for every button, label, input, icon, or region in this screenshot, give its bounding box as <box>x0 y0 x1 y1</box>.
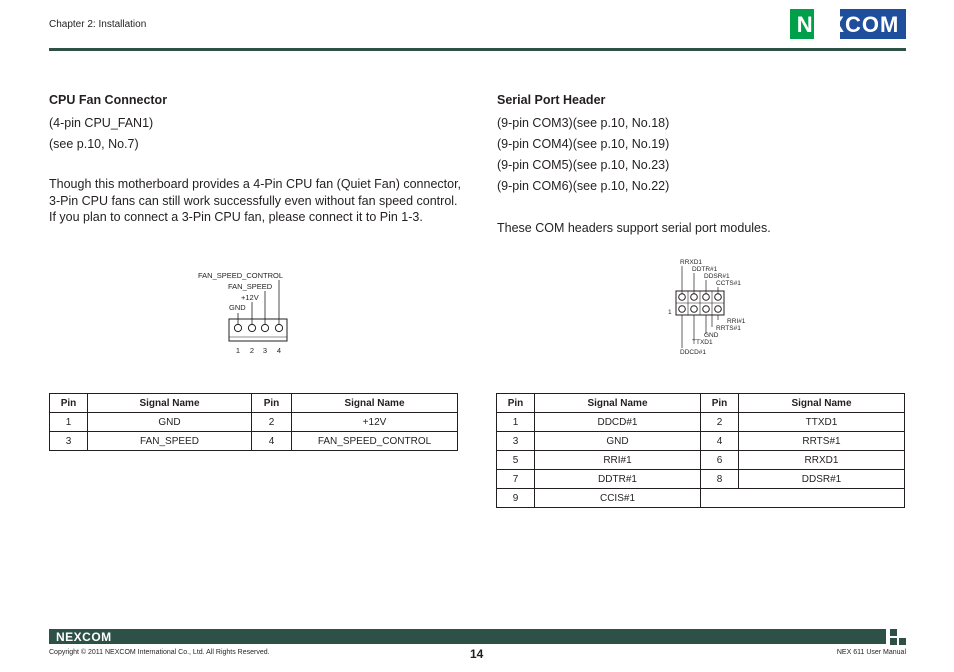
fan-pin <box>275 324 282 331</box>
cell <box>701 489 905 508</box>
fan-pin-number: 1 <box>235 346 241 355</box>
label-rrts1: RRTS#1 <box>716 325 741 332</box>
page-number: 14 <box>470 647 484 661</box>
label-rrxd1: RRXD1 <box>680 259 703 266</box>
cell: FAN_SPEED_CONTROL <box>292 432 458 451</box>
copyright-text: Copyright © 2011 NEXCOM International Co., Ltd. All Rights Reserved. <box>49 649 270 656</box>
label-ccts1: CCTS#1 <box>716 280 741 287</box>
cell: 4 <box>701 432 739 451</box>
serial-pin <box>703 306 710 313</box>
cell: RRTS#1 <box>739 432 905 451</box>
header-signal-name: Signal Name <box>292 394 458 413</box>
cell: DDTR#1 <box>535 470 701 489</box>
label-rri1: RRI#1 <box>727 318 746 325</box>
table-row <box>497 413 905 432</box>
cpu-fan-section <box>49 92 469 226</box>
serial-port-title: Serial Port Header <box>497 93 606 107</box>
cell: RRI#1 <box>535 451 701 470</box>
serial-pin <box>703 294 710 301</box>
cpu-fan-paragraph: Though this motherboard provides a 4-Pin CPU fan (Quiet Fan) connector, 3-Pin CPU fans can still work successfully even without fan speed control. If you plan to connect a 3-Pin CPU fan, please connect it to Pin 1-3. <box>49 177 462 224</box>
nexcom-logo-text: NEXCOM <box>796 12 900 37</box>
label-ttxd1: TTXD1 <box>692 339 713 346</box>
table-row <box>497 432 905 451</box>
serial-pin <box>715 294 722 301</box>
label-ddtr1: DDTR#1 <box>692 266 718 273</box>
cell: DDSR#1 <box>739 470 905 489</box>
cell: DDCD#1 <box>535 413 701 432</box>
chapter-title: Chapter 2: Installation <box>49 19 147 30</box>
cpu-fan-line: (see p.10, No.7) <box>49 137 139 151</box>
label-gnd: GND <box>704 332 719 339</box>
serial-pin-one: 1 <box>668 309 672 316</box>
header-signal-name: Signal Name <box>739 394 905 413</box>
header-pin: Pin <box>701 394 739 413</box>
label-fan-speed-control: FAN_SPEED_CONTROL <box>198 271 284 280</box>
label-ddsr1: DDSR#1 <box>704 273 730 280</box>
manual-title: NEX 611 User Manual <box>836 649 906 656</box>
cell: 1 <box>50 413 88 432</box>
serial-pin <box>691 306 698 313</box>
cell: 8 <box>701 470 739 489</box>
table-header-row <box>50 394 458 413</box>
serial-pin <box>679 294 686 301</box>
table-row <box>497 451 905 470</box>
serial-pin <box>715 306 722 313</box>
cell: GND <box>88 413 252 432</box>
cell: 2 <box>252 413 292 432</box>
cell: 3 <box>497 432 535 451</box>
footer-bar <box>49 629 886 644</box>
label-fan-speed: FAN_SPEED <box>228 282 273 291</box>
header-pin: Pin <box>252 394 292 413</box>
serial-port-paragraph: These COM headers support serial port modules. <box>497 221 771 235</box>
serial-port-line: (9-pin COM5)(see p.10, No.23) <box>497 158 670 172</box>
cell: CCIS#1 <box>535 489 701 508</box>
cell: RRXD1 <box>739 451 905 470</box>
footer-nexcom-logo: NEXCOM <box>56 630 112 644</box>
cell: 7 <box>497 470 535 489</box>
header-signal-name: Signal Name <box>535 394 701 413</box>
cell: 5 <box>497 451 535 470</box>
cpu-fan-diagram <box>195 268 305 358</box>
fan-pin-number: 3 <box>262 346 268 355</box>
fan-pin <box>234 324 241 331</box>
cell: 4 <box>252 432 292 451</box>
cell: +12V <box>292 413 458 432</box>
cell: GND <box>535 432 701 451</box>
serial-pin <box>679 306 686 313</box>
serial-port-pin-table <box>496 393 905 508</box>
cell: 2 <box>701 413 739 432</box>
nexcom-logo <box>790 9 906 39</box>
corner-squares-icon <box>890 629 906 645</box>
fan-pin <box>261 324 268 331</box>
cpu-fan-title: CPU Fan Connector <box>49 93 168 107</box>
table-row <box>497 470 905 489</box>
cell: FAN_SPEED <box>88 432 252 451</box>
cpu-fan-pin-table <box>49 393 458 451</box>
serial-port-line: (9-pin COM6)(see p.10, No.22) <box>497 179 670 193</box>
table-row <box>497 489 905 508</box>
fan-pin-number: 4 <box>276 346 282 355</box>
label-ddcd1: DDCD#1 <box>680 349 707 356</box>
fan-pin-number: 2 <box>249 346 255 355</box>
cell: 6 <box>701 451 739 470</box>
cell: 9 <box>497 489 535 508</box>
label-12v: +12V <box>241 293 259 302</box>
cpu-fan-line: (4-pin CPU_FAN1) <box>49 116 154 130</box>
label-gnd: GND <box>229 303 246 312</box>
header-signal-name: Signal Name <box>88 394 252 413</box>
cell: TTXD1 <box>739 413 905 432</box>
serial-pin <box>691 294 698 301</box>
cell: 3 <box>50 432 88 451</box>
serial-port-line: (9-pin COM3)(see p.10, No.18) <box>497 116 670 130</box>
header-pin: Pin <box>497 394 535 413</box>
header-pin: Pin <box>50 394 88 413</box>
table-row <box>50 413 458 432</box>
cell: 1 <box>497 413 535 432</box>
serial-port-line: (9-pin COM4)(see p.10, No.19) <box>497 137 670 151</box>
table-row <box>50 432 458 451</box>
fan-pin <box>248 324 255 331</box>
serial-port-section <box>497 92 907 239</box>
serial-port-diagram <box>664 254 764 358</box>
table-header-row <box>497 394 905 413</box>
header-rule <box>49 48 906 51</box>
